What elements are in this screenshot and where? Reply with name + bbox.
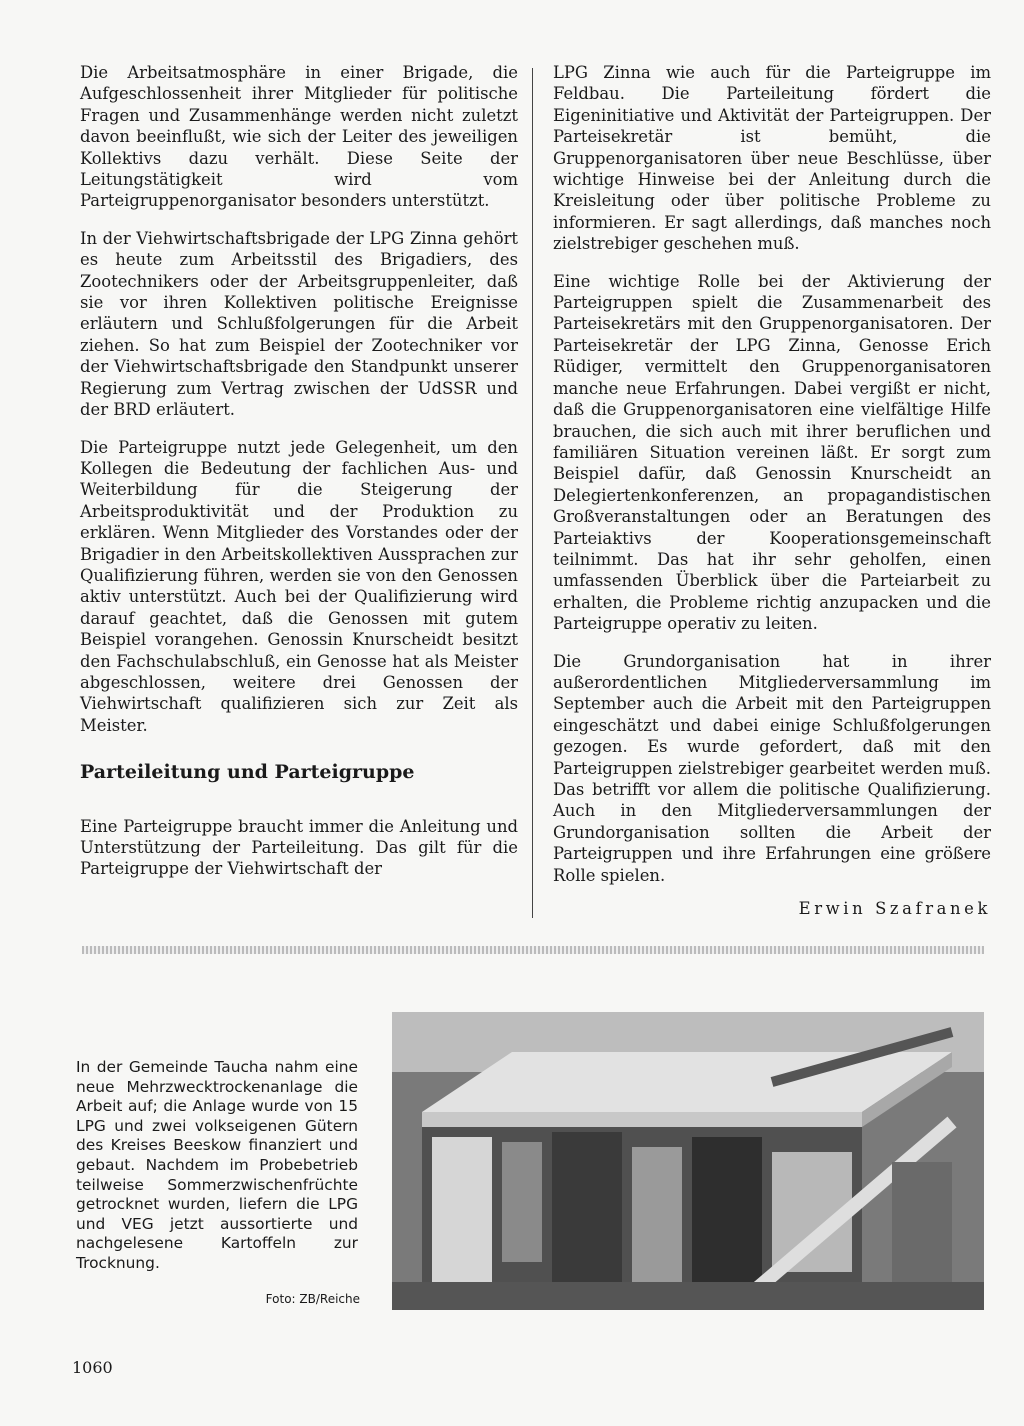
column-divider [532,68,533,918]
paragraph: Eine Parteigruppe braucht immer die Anleitung und Unterstützung der Parteileitung. Das gilt für die Parteigruppe der Viehwirtschaft der [80,816,518,879]
paragraph: In der Viehwirtschaftsbrigade der LPG Zinna gehört es heute zum Arbeitsstil des Brigadiers, des Zootechnikers oder der Arbeitsgruppenleiter, daß sie vor ihren Kollektiven politische Ereignisse erläutern und Schlußfolgerungen für die Arbeit ziehen. So hat zum Beispiel der Zootechniker vor der Viehwirtschaftsbrigade den Standpunkt unserer Regierung zum Vertrag zwischen der UdSSR und der BRD erläutert. [80,228,518,420]
drying-plant-photo [392,1012,984,1310]
section-heading: Parteileitung und Parteigruppe [80,761,415,784]
author-signature: Erwin Szafranek [798,899,991,919]
right-column [553,62,991,919]
paragraph: Eine wichtige Rolle bei der Aktivierung der Parteigruppen spielt die Zusammenarbeit des Parteisekretärs mit den Gruppenorganisatoren. Der Parteisekretär der LPG Zinna, Genosse Erich Rüdiger, vermittelt den Gruppenorganisatoren manche neue Erfahrungen. Dabei vergißt er nicht, daß die Gruppenorganisatoren eine vielfältige Hilfe brauchen, die sich auch mit ihrer beruflichen und familiären Situation vereinen läßt. Er sorgt zum Beispiel dafür, daß Genossin Knurscheidt an Delegiertenkonferenzen, an propagandistischen Großveranstaltungen oder an Beratungen des Parteiaktivs der Kooperationsgemeinschaft teilnimmt. Das hat ihr sehr geholfen, einen umfassenden Überblick über die Parteiarbeit zu erhalten, die Probleme richtig anzupacken und die Parteigruppe operativ zu leiten. [553,271,991,634]
page-number: 1060 [72,1358,113,1377]
photo-caption: In der Gemeinde Taucha nahm eine neue Mehrzwecktrockenanlage die Arbeit auf; die Anlage wurde von 15 LPG und zwei volkseigenen Gütern des Kreises Beeskow finanziert und gebaut. Nachdem im Probebetrieb teilweise Sommerzwischenfrüchte getrocknet wurden, liefern die LPG und VEG jetzt aussortierte und nachgelesene Kartoffeln zur Trocknung. [76,1058,358,1272]
photo-credit: Foto: ZB/Reiche [265,1292,360,1306]
paragraph: Die Parteigruppe nutzt jede Gelegenheit, um den Kollegen die Bedeutung der fachlichen Aus- und Weiterbildung für die Steigerung der Arbeitsproduktivität und der Produktion zu erklären. Wenn Mitglieder des Vorstandes oder der Brigadier in den Arbeitskollektiven Aussprachen zur Qualifizierung führen, werden sie von den Genossen aktiv unterstützt. Auch bei der Qualifizierung wird darauf geachtet, daß die Genossen mit gutem Beispiel vorangehen. Genossin Knurscheidt besitzt den Fachschulabschluß, ein Genosse hat als Meister abgeschlossen, weitere drei Genossen der Viehwirtschaft qualifizieren sich zur Zeit als Meister. [80,437,518,735]
paragraph: Die Grundorganisation hat in ihrer außerordentlichen Mitgliederversammlung im September auch die Arbeit mit den Parteigruppen eingeschätzt und dabei einige Schlußfolgerungen gezogen. Es wurde gefordert, daß mit den Parteigruppen zielstrebiger gearbeitet werden muß. Das betrifft vor allem die politische Qualifizierung. Auch in den Mitgliederversammlungen der Grundorganisation sollten die Arbeit der Parteigruppen und ihre Erfahrungen eine größere Rolle spielen. [553,651,991,885]
section-rule [82,946,984,954]
left-column [80,62,518,896]
paragraph: LPG Zinna wie auch für die Parteigruppe im Feldbau. Die Parteileitung fördert die Eigeninitiative und Aktivität der Parteigruppen. Der Parteisekretär ist bemüht, die Gruppenorganisatoren über neue Beschlüsse, über wichtige Hinweise bei der Anleitung durch die Kreisleitung oder über politische Probleme zu informieren. Er sagt allerdings, daß manches noch zielstrebiger geschehen muß. [553,63,991,254]
photo-illustration [392,1012,984,1310]
paragraph: Die Arbeitsatmosphäre in einer Brigade, die Aufgeschlossenheit ihrer Mitglieder für politische Fragen und Zusammenhänge werden nicht zuletzt davon beeinflußt, wie sich der Leiter des jeweiligen Kollektivs dazu verhält. Diese Seite der Leitungstätigkeit wird vom Parteigruppenorganisator besonders unterstützt. [80,63,518,211]
